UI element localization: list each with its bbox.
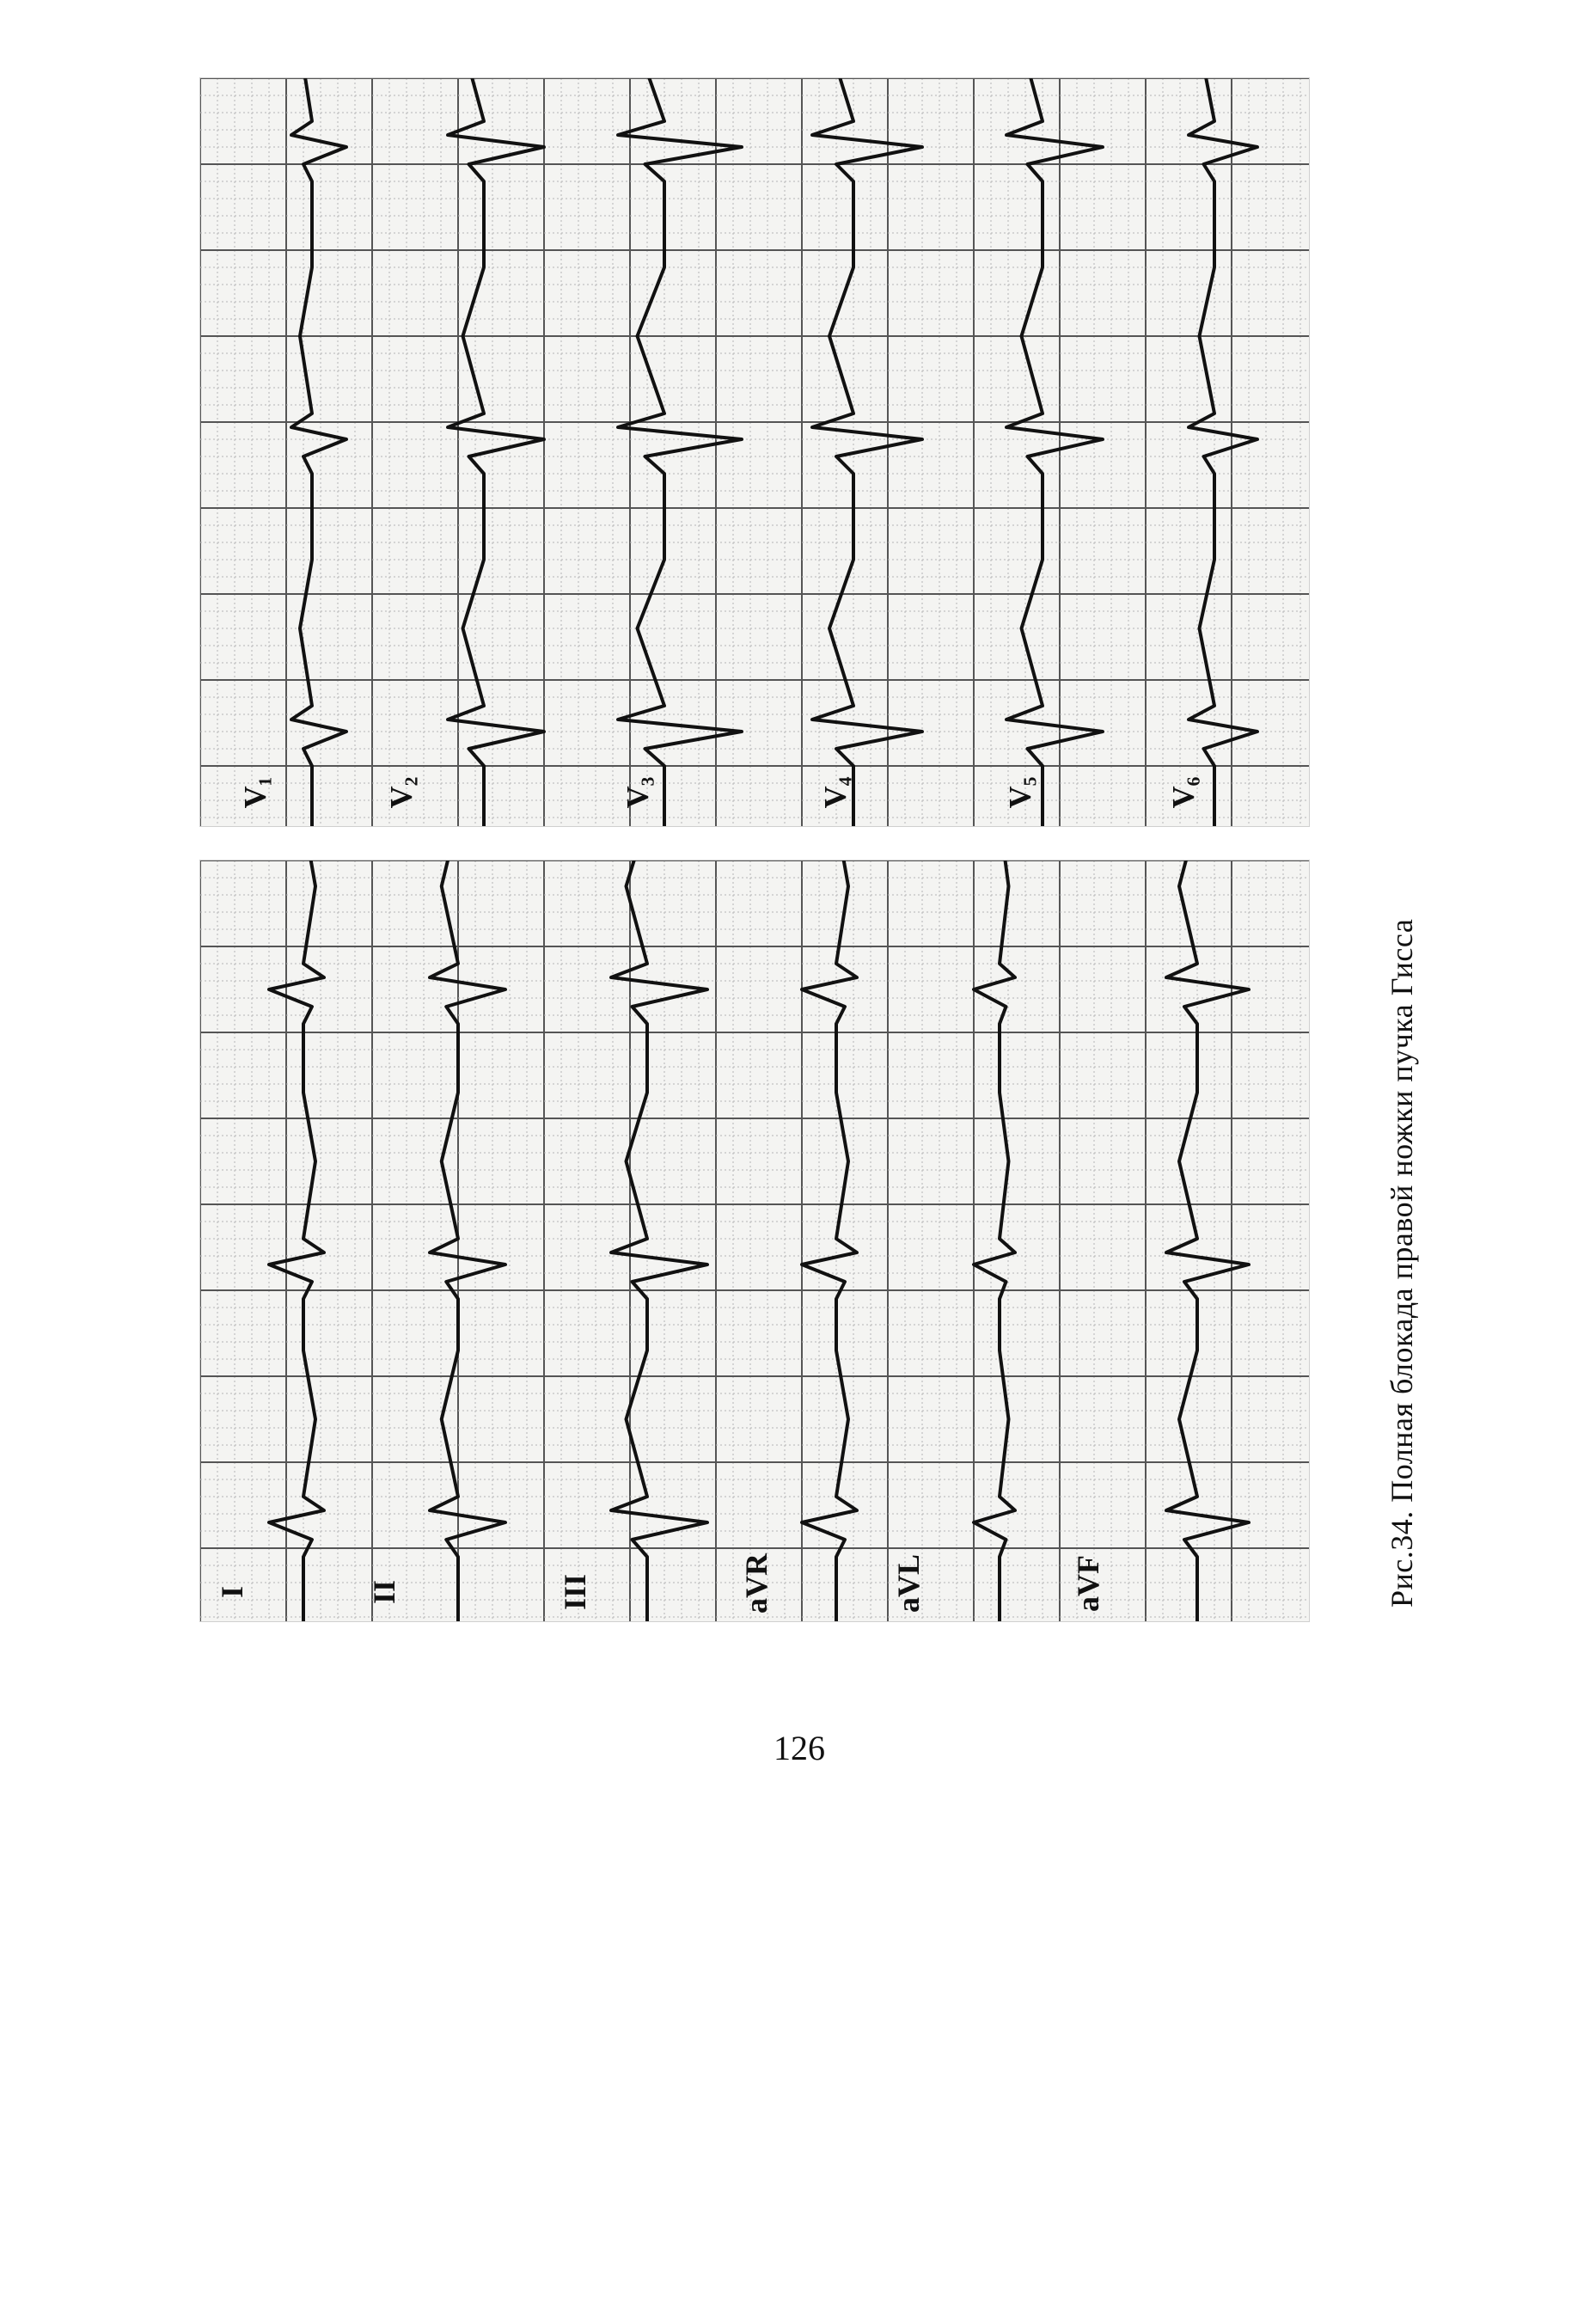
lead-label-III: III	[558, 1573, 593, 1611]
ecg-trace-chest-5	[1006, 78, 1103, 826]
lead-label-aVF: aVF	[1071, 1555, 1105, 1612]
ecg-trace-limb-5	[974, 860, 1015, 1621]
ecg-panel-chest-leads	[199, 77, 1310, 827]
ecg-grid-chest	[200, 78, 1309, 826]
ecg-panel-limb-leads	[199, 860, 1310, 1622]
lead-label-V4: V₄	[817, 776, 853, 809]
page-number: 126	[774, 1729, 825, 1767]
lead-label-aVL: aVL	[891, 1553, 926, 1614]
lead-label-I: I	[215, 1585, 250, 1599]
ecg-trace-limb-2	[430, 860, 505, 1621]
lead-label-V1: V₁	[237, 776, 272, 809]
figure-caption: Рис.34. Полная блокада правой ножки пучка Гисса	[1385, 918, 1419, 1608]
lead-label-V5: V₅	[1002, 776, 1037, 809]
lead-label-aVR: aVR	[739, 1553, 774, 1614]
ecg-trace-limb-4	[802, 860, 857, 1621]
lead-label-V6: V₆	[1165, 776, 1201, 809]
ecg-trace-limb-1	[269, 860, 324, 1621]
ecg-trace-limb-3	[611, 860, 707, 1621]
ecg-grid-limb	[200, 860, 1309, 1621]
ecg-trace-chest-3	[618, 78, 742, 826]
ecg-trace-chest-2	[448, 78, 544, 826]
lead-label-II: II	[367, 1579, 402, 1605]
lead-label-V2: V₂	[383, 776, 419, 809]
ecg-trace-limb-6	[1166, 860, 1249, 1621]
lead-label-V3: V₃	[620, 776, 655, 809]
